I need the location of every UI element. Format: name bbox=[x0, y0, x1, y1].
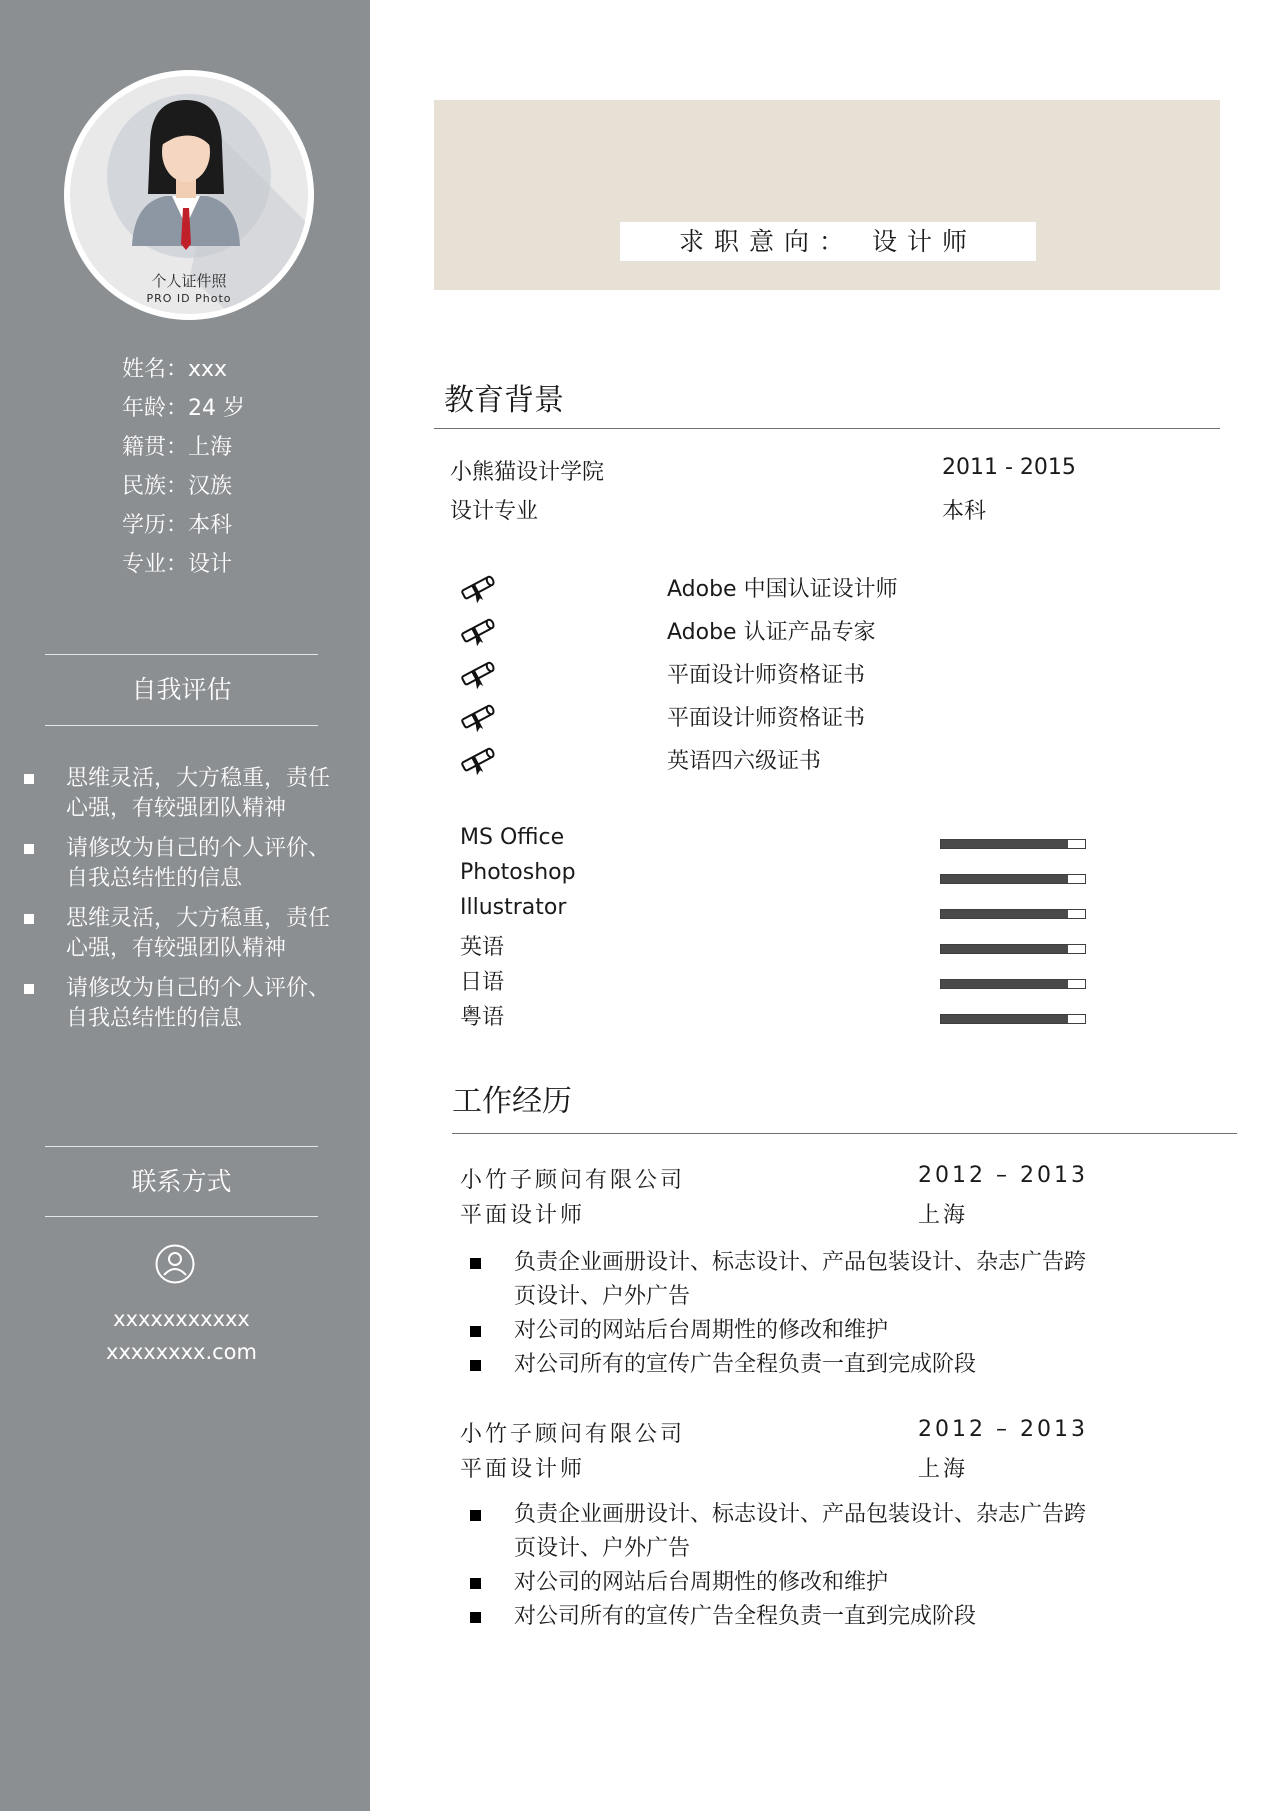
info-education: 学历：本科 bbox=[122, 513, 233, 538]
user-icon bbox=[155, 1244, 195, 1284]
skill-name: 粤语 bbox=[460, 1005, 505, 1030]
certificate-label: Adobe 中国认证设计师 bbox=[667, 577, 898, 602]
certificate-label: 平面设计师资格证书 bbox=[667, 663, 866, 688]
sidebar bbox=[0, 0, 370, 1811]
job-objective: 求职意向： 设计师 bbox=[620, 222, 1036, 261]
job-duties bbox=[470, 1246, 1090, 1382]
diploma-icon bbox=[456, 656, 500, 692]
certificate-label: 平面设计师资格证书 bbox=[667, 706, 866, 731]
square-bullet-icon bbox=[24, 914, 34, 924]
self-eval-text: 请修改为自己的个人评价、自我总结性的信息 bbox=[66, 976, 331, 1031]
degree: 本科 bbox=[942, 499, 987, 524]
skill-level-fill bbox=[941, 910, 1068, 918]
info-name: 姓名：xxx bbox=[122, 357, 228, 382]
skill-name: 英语 bbox=[460, 935, 505, 960]
contact-email: xxxxxxxx.com bbox=[106, 1340, 257, 1364]
duty-text: 对公司所有的宣传广告全程负责一直到完成阶段 bbox=[514, 1352, 977, 1377]
skill-level-bar bbox=[940, 874, 1086, 884]
square-bullet-icon bbox=[470, 1326, 481, 1337]
list-item bbox=[22, 904, 332, 964]
self-eval-heading: 自我评估 bbox=[45, 654, 318, 726]
skill-level-fill bbox=[941, 875, 1068, 883]
job-years: 2012 – 2013 bbox=[918, 1417, 1088, 1442]
square-bullet-icon bbox=[470, 1510, 481, 1521]
objective-banner bbox=[434, 100, 1220, 290]
diploma-icon bbox=[456, 613, 500, 649]
job-role: 平面设计师 bbox=[460, 1203, 586, 1228]
square-bullet-icon bbox=[24, 844, 34, 854]
certificate-label: Adobe 认证产品专家 bbox=[667, 620, 876, 645]
school-name: 小熊猫设计学院 bbox=[450, 460, 605, 485]
job-location: 上海 bbox=[918, 1457, 969, 1482]
skill-row bbox=[460, 860, 1100, 895]
skill-row bbox=[460, 930, 1100, 965]
square-bullet-icon bbox=[470, 1258, 481, 1269]
duty-text: 对公司的网站后台周期性的修改和维护 bbox=[514, 1570, 889, 1595]
photo-caption: 个人证件照 bbox=[151, 272, 227, 290]
list-item bbox=[470, 1498, 1090, 1566]
profile-photo bbox=[64, 70, 314, 320]
skill-level-fill bbox=[941, 945, 1068, 953]
duty-text: 对公司的网站后台周期性的修改和维护 bbox=[514, 1318, 889, 1343]
job-duties bbox=[470, 1498, 1090, 1634]
education-divider bbox=[434, 428, 1220, 429]
diploma-icon bbox=[456, 570, 500, 606]
certificate-label: 英语四六级证书 bbox=[667, 749, 822, 774]
duty-text: 负责企业画册设计、标志设计、产品包装设计、杂志广告跨页设计、户外广告 bbox=[514, 1250, 1087, 1309]
diploma-icon bbox=[456, 742, 500, 778]
job-years: 2012 – 2013 bbox=[918, 1163, 1088, 1188]
square-bullet-icon bbox=[470, 1578, 481, 1589]
skill-row bbox=[460, 895, 1100, 930]
job-role: 平面设计师 bbox=[460, 1457, 586, 1482]
self-eval-text: 请修改为自己的个人评价、自我总结性的信息 bbox=[66, 836, 331, 891]
list-item bbox=[470, 1600, 1090, 1634]
skill-row bbox=[460, 1000, 1100, 1035]
company-name: 小竹子顾问有限公司 bbox=[460, 1168, 686, 1193]
skill-level-bar bbox=[940, 909, 1086, 919]
list-item bbox=[22, 974, 332, 1034]
education-title: 教育背景 bbox=[444, 383, 564, 418]
info-major: 专业：设计 bbox=[122, 552, 233, 577]
job-location: 上海 bbox=[918, 1203, 969, 1228]
company-name: 小竹子顾问有限公司 bbox=[460, 1422, 686, 1447]
square-bullet-icon bbox=[470, 1360, 481, 1371]
list-item bbox=[470, 1314, 1090, 1348]
info-ethnicity: 民族：汉族 bbox=[122, 474, 233, 499]
skill-name: Photoshop bbox=[460, 860, 576, 885]
avatar bbox=[70, 76, 308, 314]
skill-level-fill bbox=[941, 1015, 1068, 1023]
list-item bbox=[470, 1246, 1090, 1314]
skill-row bbox=[460, 965, 1100, 1000]
self-eval-text: 思维灵活，大方稳重，责任心强，有较强团队精神 bbox=[66, 766, 331, 821]
duty-text: 负责企业画册设计、标志设计、产品包装设计、杂志广告跨页设计、户外广告 bbox=[514, 1502, 1087, 1561]
self-eval-list bbox=[22, 764, 332, 1044]
work-title: 工作经历 bbox=[452, 1084, 572, 1119]
skill-name: Illustrator bbox=[460, 895, 567, 920]
list-item bbox=[22, 834, 332, 894]
skill-level-fill bbox=[941, 840, 1068, 848]
list-item bbox=[470, 1348, 1090, 1382]
photo-caption-en: PRO ID Photo bbox=[146, 292, 232, 305]
square-bullet-icon bbox=[24, 984, 34, 994]
duty-text: 对公司所有的宣传广告全程负责一直到完成阶段 bbox=[514, 1604, 977, 1629]
info-age: 年龄：24 岁 bbox=[122, 396, 245, 421]
info-hometown: 籍贯：上海 bbox=[122, 435, 233, 460]
skill-level-bar bbox=[940, 1014, 1086, 1024]
square-bullet-icon bbox=[470, 1612, 481, 1623]
skill-level-bar bbox=[940, 839, 1086, 849]
major: 设计专业 bbox=[450, 499, 539, 524]
contact-phone: xxxxxxxxxxx bbox=[113, 1307, 250, 1331]
skill-name: MS Office bbox=[460, 825, 565, 850]
skill-level-bar bbox=[940, 944, 1086, 954]
skill-level-bar bbox=[940, 979, 1086, 989]
list-item bbox=[22, 764, 332, 824]
work-divider bbox=[452, 1133, 1237, 1134]
personal-info bbox=[122, 350, 245, 584]
self-eval-text: 思维灵活，大方稳重，责任心强，有较强团队精神 bbox=[66, 906, 331, 961]
skill-name: 日语 bbox=[460, 970, 505, 995]
skill-level-fill bbox=[941, 980, 1068, 988]
diploma-icon bbox=[456, 699, 500, 735]
list-item bbox=[470, 1566, 1090, 1600]
contact-heading: 联系方式 bbox=[45, 1146, 318, 1217]
education-years: 2011 - 2015 bbox=[942, 455, 1076, 480]
skill-row bbox=[460, 825, 1100, 860]
square-bullet-icon bbox=[24, 774, 34, 784]
